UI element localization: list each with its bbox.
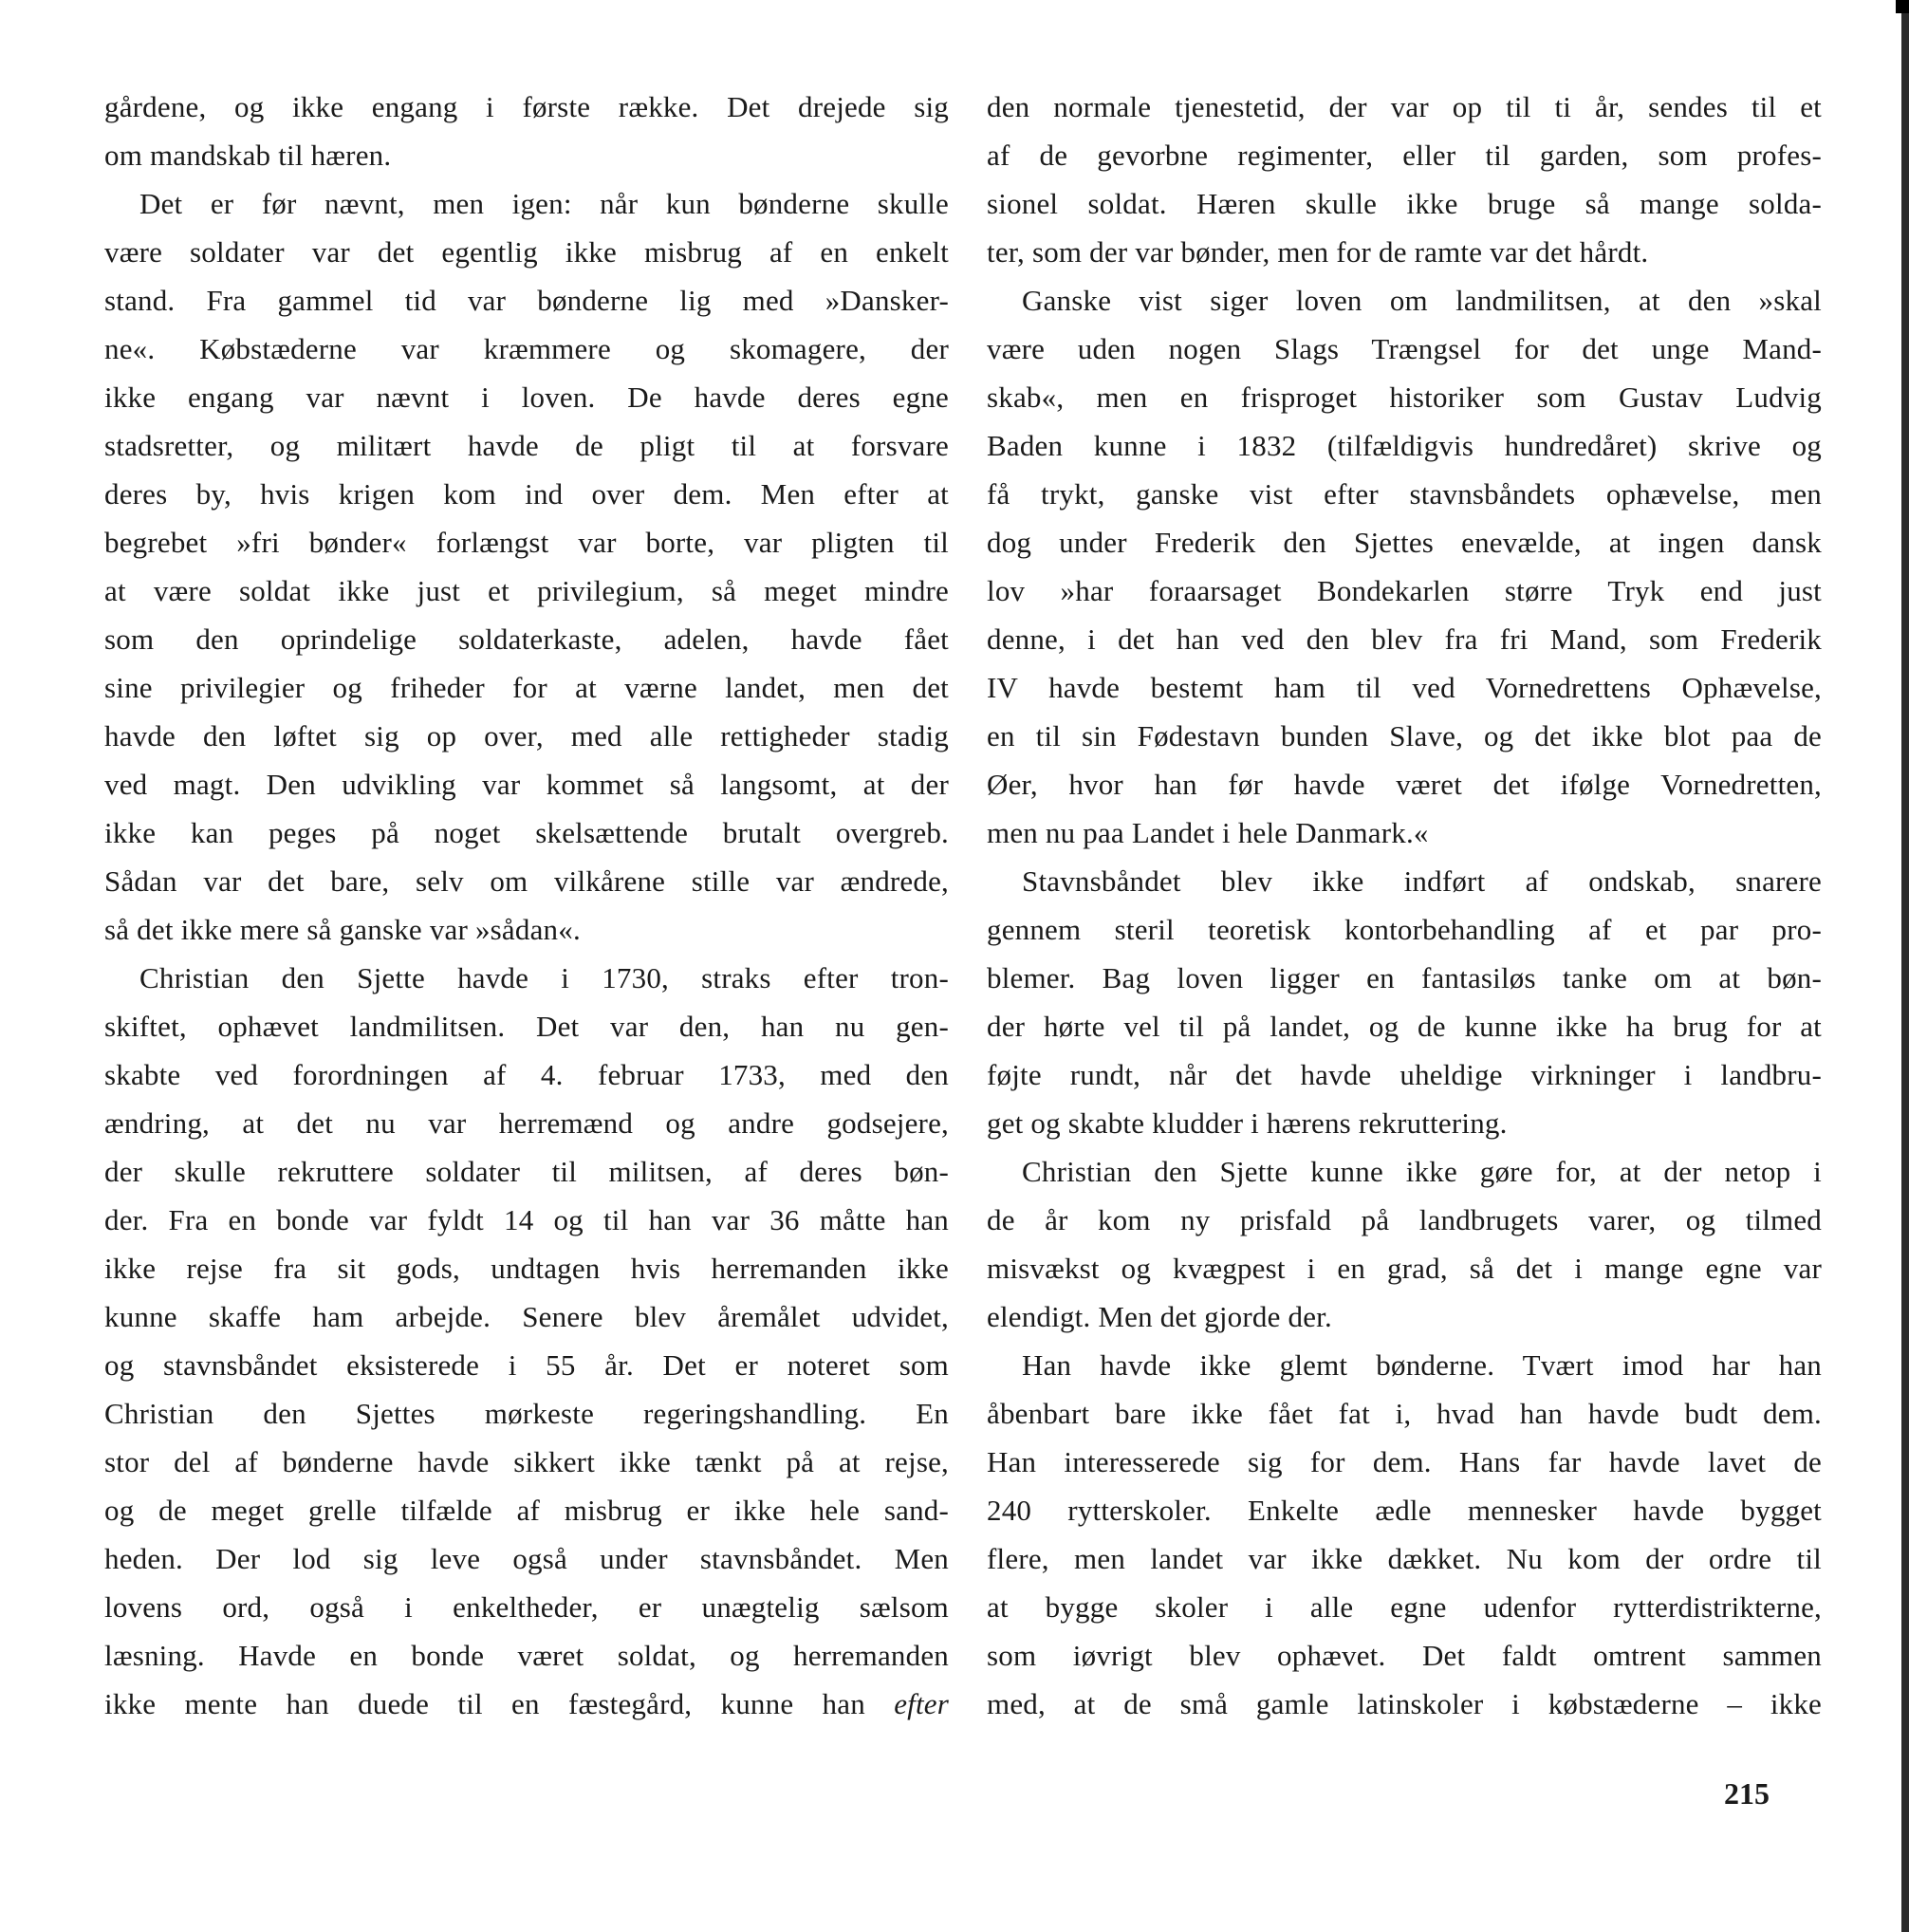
text-line: som iøvrigt blev ophævet. Det faldt omtrent sammen: [987, 1639, 1822, 1672]
text-line: ikke engang var nævnt i loven. De havde deres egne: [104, 381, 949, 414]
text-line: af de gevorbne regimenter, eller til garden, som profes-: [987, 139, 1822, 172]
text-line: der hørte vel til på landet, og de kunne ikke ha brug for at: [987, 1010, 1822, 1043]
text-line: der. Fra en bonde var fyldt 14 og til han var 36 måtte han: [104, 1203, 949, 1236]
text-line: skiftet, ophævet landmilitsen. Det var den, han nu gen-: [104, 1010, 949, 1043]
page-edge: [1901, 0, 1909, 1932]
text-line: som den oprindelige soldaterkaste, adelen, havde fået: [104, 622, 949, 656]
text-line: Christian den Sjette havde i 1730, straks efter tron-: [139, 961, 949, 994]
text-line: havde den løftet sig op over, med alle rettigheder stadig: [104, 719, 949, 752]
text-line: ikke mente han duede til en fæstegård, kunne han efter: [104, 1687, 949, 1720]
text-line: deres by, hvis krigen kom ind over dem. Men efter at: [104, 477, 949, 511]
text-line: 240 rytterskoler. Enkelte ædle mennesker havde bygget: [987, 1494, 1822, 1527]
text-line: skab«, men en frisproget historiker som Gustav Ludvig: [987, 381, 1822, 414]
text-line: være soldater var det egentlig ikke misbrug af en enkelt: [104, 235, 949, 269]
text-line: ne«. Købstæderne var kræmmere og skomagere, der: [104, 332, 949, 365]
text-line: og stavnsbåndet eksisterede i 55 år. Det er noteret som: [104, 1348, 949, 1382]
text-line: stor del af bønderne havde sikkert ikke tænkt på at rejse,: [104, 1445, 949, 1478]
text-line: ved magt. Den udvikling var kommet så langsomt, at der: [104, 768, 949, 801]
text-line: Han interesserede sig for dem. Hans far havde lavet de: [987, 1445, 1822, 1478]
text-line: heden. Der lod sig leve også under stavnsbåndet. Men: [104, 1542, 949, 1575]
text-line: IV havde bestemt ham til ved Vornedrettens Ophævelse,: [987, 671, 1822, 704]
text-line: Øer, hvor han før havde været det ifølge Vornedretten,: [987, 768, 1822, 801]
text-line: åbenbart bare ikke fået fat i, hvad han havde budt dem.: [987, 1397, 1822, 1430]
text-line: lovens ord, også i enkeltheder, er unægtelig sælsom: [104, 1590, 949, 1624]
page-corner-mark: [1896, 0, 1909, 13]
text-line: være uden nogen Slags Trængsel for det unge Mand-: [987, 332, 1822, 365]
text-line: at bygge skoler i alle egne udenfor rytterdistrikterne,: [987, 1590, 1822, 1624]
text-line: og de meget grelle tilfælde af misbrug er ikke hele sand-: [104, 1494, 949, 1527]
text-line: get og skabte kludder i hærens rekruttering.: [987, 1106, 1508, 1140]
text-line: Christian den Sjette kunne ikke gøre for, at der netop i: [1022, 1155, 1822, 1188]
text-line: med, at de små gamle latinskoler i købstæderne – ikke: [987, 1687, 1822, 1720]
text-line: flere, men landet var ikke dækket. Nu kom der ordre til: [987, 1542, 1822, 1575]
text-line: få trykt, ganske vist efter stavnsbåndets ophævelse, men: [987, 477, 1822, 511]
text-line: Baden kunne i 1832 (tilfældigvis hundredåret) skrive og: [987, 429, 1822, 462]
text-line: ikke rejse fra sit gods, undtagen hvis herremanden ikke: [104, 1252, 949, 1285]
text-line: sionel soldat. Hæren skulle ikke bruge så mange solda-: [987, 187, 1822, 220]
text-line: stand. Fra gammel tid var bønderne lig med »Dansker-: [104, 284, 949, 317]
text-line: lov »har foraarsaget Bondekarlen større Tryk end just: [987, 574, 1822, 607]
text-line: gennem steril teoretisk kontorbehandling af et par pro-: [987, 913, 1822, 946]
text-line: Stavnsbåndet blev ikke indført af ondskab, snarere: [1022, 864, 1822, 898]
text-line: misvækst og kvægpest i en grad, så det i mange egne var: [987, 1252, 1822, 1285]
text-line: Christian den Sjettes mørkeste regeringshandling. En: [104, 1397, 949, 1430]
text-line: at være soldat ikke just et privilegium, så meget mindre: [104, 574, 949, 607]
text-line: Det er før nævnt, men igen: når kun bønderne skulle: [139, 187, 949, 220]
text-line: ter, som der var bønder, men for de ramte var det hårdt.: [987, 235, 1649, 269]
text-line: den normale tjenestetid, der var op til ti år, sendes til et: [987, 90, 1822, 123]
text-line: Sådan var det bare, selv om vilkårene stille var ændrede,: [104, 864, 949, 898]
text-line: Han havde ikke glemt bønderne. Tvært imod har han: [1022, 1348, 1822, 1382]
page-number: 215: [1724, 1776, 1770, 1811]
text-line: denne, i det han ved den blev fra fri Mand, som Frederik: [987, 622, 1822, 656]
text-line: gårdene, og ikke engang i første række. Det drejede sig: [104, 90, 949, 123]
text-line: føjte rundt, når det havde uheldige virkninger i landbru-: [987, 1058, 1822, 1091]
text-line: elendigt. Men det gjorde der.: [987, 1300, 1332, 1333]
text-line: kunne skaffe ham arbejde. Senere blev åremålet udvidet,: [104, 1300, 949, 1333]
text-line: Ganske vist siger loven om landmilitsen, at den »skal: [1022, 284, 1822, 317]
text-line: begrebet »fri bønder« forlængst var borte, var pligten til: [104, 526, 949, 559]
text-line: ændring, at det nu var herremænd og andre godsejere,: [104, 1106, 949, 1140]
text-line: så det ikke mere så ganske var »sådan«.: [104, 913, 581, 946]
emphasis-word: efter: [894, 1687, 949, 1720]
text-column-right: [987, 83, 1822, 1728]
text-line: dog under Frederik den Sjettes enevælde, at ingen dansk: [987, 526, 1822, 559]
text-line: stadsretter, og militært havde de pligt til at forsvare: [104, 429, 949, 462]
text-line: men nu paa Landet i hele Danmark.«: [987, 816, 1429, 849]
text-line: læsning. Havde en bonde været soldat, og herremanden: [104, 1639, 949, 1672]
text-line: om mandskab til hæren.: [104, 139, 392, 172]
text-line: en til sin Fødestavn bunden Slave, og det ikke blot paa de: [987, 719, 1822, 752]
text-line: skabte ved forordningen af 4. februar 1733, med den: [104, 1058, 949, 1091]
text-line: blemer. Bag loven ligger en fantasiløs tanke om at bøn-: [987, 961, 1822, 994]
text-line: sine privilegier og friheder for at værne landet, men det: [104, 671, 949, 704]
text-column-left: [104, 83, 949, 1728]
text-line: ikke kan peges på noget skelsættende brutalt overgreb.: [104, 816, 949, 849]
text-line: de år kom ny prisfald på landbrugets varer, og tilmed: [987, 1203, 1822, 1236]
text-line: der skulle rekruttere soldater til militsen, af deres bøn-: [104, 1155, 949, 1188]
